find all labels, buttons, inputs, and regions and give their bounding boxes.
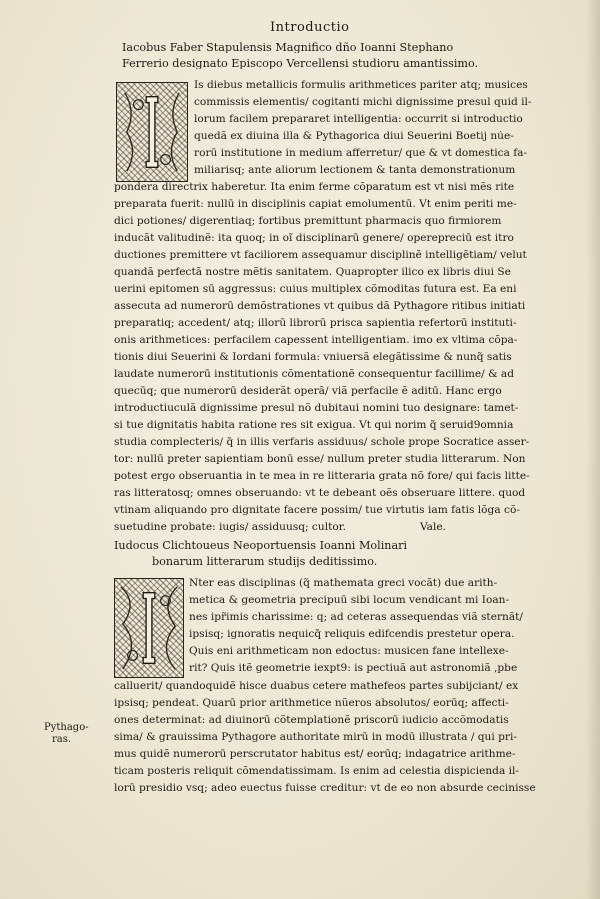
margin-note: Pythago- <box>44 722 89 733</box>
text-line: ticam posteris reliquit cõmendatissimam. Is enim ad celestia dispicienda il- <box>114 766 519 777</box>
salutation-line-2: Ferrerio designato Episcopo Vercellensi studioru amantissimo. <box>122 58 479 70</box>
text-line: nes ipr̃imis charissime: q; ad ceteras assequendas viã sternãt/ <box>189 612 523 623</box>
text-line: quedã ex diuina illa & Pythagorica diui Seuerini Boetij núe- <box>194 131 514 142</box>
text-line: studia complecteris/ q̃ in illis verfaris assiduus/ schole prope Socratice asser- <box>114 437 530 448</box>
text-line: ipsisq; ignoratis nequicq̃ reliquis edifcendis prestetur opera. <box>189 629 515 640</box>
second-letter-heading-2: bonarum litterarum studijs deditissimo. <box>152 556 378 568</box>
text-line: Is diebus metallicis formulis arithmetices pariter atq; musices <box>194 80 528 91</box>
text-line: tionis diui Seuerini & Iordani formula: vniuersã elegãtissime & nunq̃ satis <box>114 352 512 363</box>
second-letter-heading-1: Iudocus Clichtoueus Neoportuensis Ioanni Molinari <box>114 540 408 552</box>
salutation-line-1: Iacobus Faber Stapulensis Magnifico dño Ioanni Stephano <box>122 42 454 54</box>
text-line: ductiones premittere vt faciliorem assequamur disciplinẽ intelligẽtiam/ velut <box>114 250 527 261</box>
text-line: quecūq; que numerorū desiderãt operã/ viã perfacile ẽ aditū. Hanc ergo <box>114 386 502 397</box>
text-line: rit? Quis itẽ geometrie iexpt9: is pectiuã aut astronomiã ,pbe <box>189 663 518 674</box>
margin-note: ras. <box>52 734 72 745</box>
text-line: lorū presidio vsq; adeo euectus fuisse creditur: vt de eo non absurde cecinisse <box>114 783 536 794</box>
text-line: ipsisq; pendeat. Quarū prior arithmetice nũeros absolutos/ eorūq; affecti- <box>114 698 509 709</box>
text-line: quandã perfectã nostre mẽtis sanitatem. Quapropter ilico ex libris diui Se <box>114 267 511 278</box>
text-line: suetudine probate: iugis/ assiduusq; cultor. <box>114 522 346 533</box>
text-line: Nter eas disciplinas (q̃ mathemata greci vocãt) due arith- <box>189 578 498 589</box>
text-line: preparatiq; accedent/ atq; illorū librorū prisca sapientia refertorū instituti- <box>114 318 517 329</box>
text-line: introductiuculã dignissime presul nõ dubitaui nomini tuo designare: tamet- <box>114 403 519 414</box>
closing-vale: Vale. <box>420 522 447 533</box>
text-line: si tue dignitatis habita ratione res sit exigua. Vt qui norim q̃ seruid9omnia <box>114 420 514 431</box>
text-line: miliarisq; ante aliorum lectionem & tanta demonstrationum <box>194 165 516 176</box>
text-line: dici potiones/ digerentiaq; fortibus premittunt pharmacis quo firmiorem <box>114 216 502 227</box>
text-line: mus quidẽ numerorū perscrutator habitus est/ eorūq; indagatrice arithme- <box>114 749 516 760</box>
text-line: potest ergo obseruantia in te mea in re litteraria grata nõ fore/ qui facis litte- <box>114 471 530 482</box>
running-head: Introductio <box>270 20 350 35</box>
text-line: laudate numerorū institutionis cõmentationẽ consequentur facillime/ & ad <box>114 369 515 380</box>
text-line: tor: nullū preter sapientiam bonū esse/ nullum preter studia litterarum. Non <box>114 454 526 465</box>
text-line: pondera directrix haberetur. Ita enim ferme cõparatum est vt nisi mẽs rite <box>114 182 515 193</box>
text-line: assecuta ad numerorū demõstrationes vt quibus dã Pythagore ritibus initiati <box>114 301 526 312</box>
decorated-initial-letter <box>116 82 188 182</box>
text-line: calluerit/ quandoquidẽ hisce duabus cetere mathefeos partes subijciant/ ex <box>114 681 519 692</box>
text-line: lorum facilem prepararet intelligentia: occurrit si introductio <box>194 114 523 125</box>
text-line: sima/ & grauissima Pythagore authoritate mirū in modū illustrata / qui pri- <box>114 732 517 743</box>
text-line: metica & geometria precipuū sibi locum vendicant mi Ioan- <box>189 595 510 606</box>
floral-ornament-icon <box>117 83 187 181</box>
floral-ornament-icon <box>115 579 183 677</box>
text-line: ras litteratosq; omnes obseruando: vt te debeant oẽs obseruare littere. quod <box>114 488 526 499</box>
text-line: preparata fuerit: nullū in disciplinis capiat emolumentū. Vt enim periti me- <box>114 199 517 210</box>
text-line: vtinam aliquando pro dignitate facere possim/ tue virtutis iam fatis lõga cõ- <box>114 505 520 516</box>
text-line: ones determinat: ad diuinorū cõtemplationẽ priscorū iudicio accõmodatis <box>114 715 509 726</box>
text-line: rorū institutione in medium afferretur/ que & vt domestica fa- <box>194 148 528 159</box>
decorated-initial-letter <box>114 578 184 678</box>
text-line: uerini epitomen sū aggressus: cuius multiplex cõmoditas futura est. Ea eni <box>114 284 517 295</box>
text-line: inducãt valitudinẽ: ita quoq; in oĩ disciplinarū genere/ operepreciū est itro <box>114 233 514 244</box>
page-gutter-shadow <box>586 0 600 899</box>
text-line: onis arithmetices: perfacilem capessent intelligentiam. imo ex vltima cõpa- <box>114 335 518 346</box>
text-line: commissis elementis/ cogitanti michi dignissime presul quid il- <box>194 97 532 108</box>
text-line: Quis eni arithmeticam non edoctus: musicen fane intellexe- <box>189 646 509 657</box>
